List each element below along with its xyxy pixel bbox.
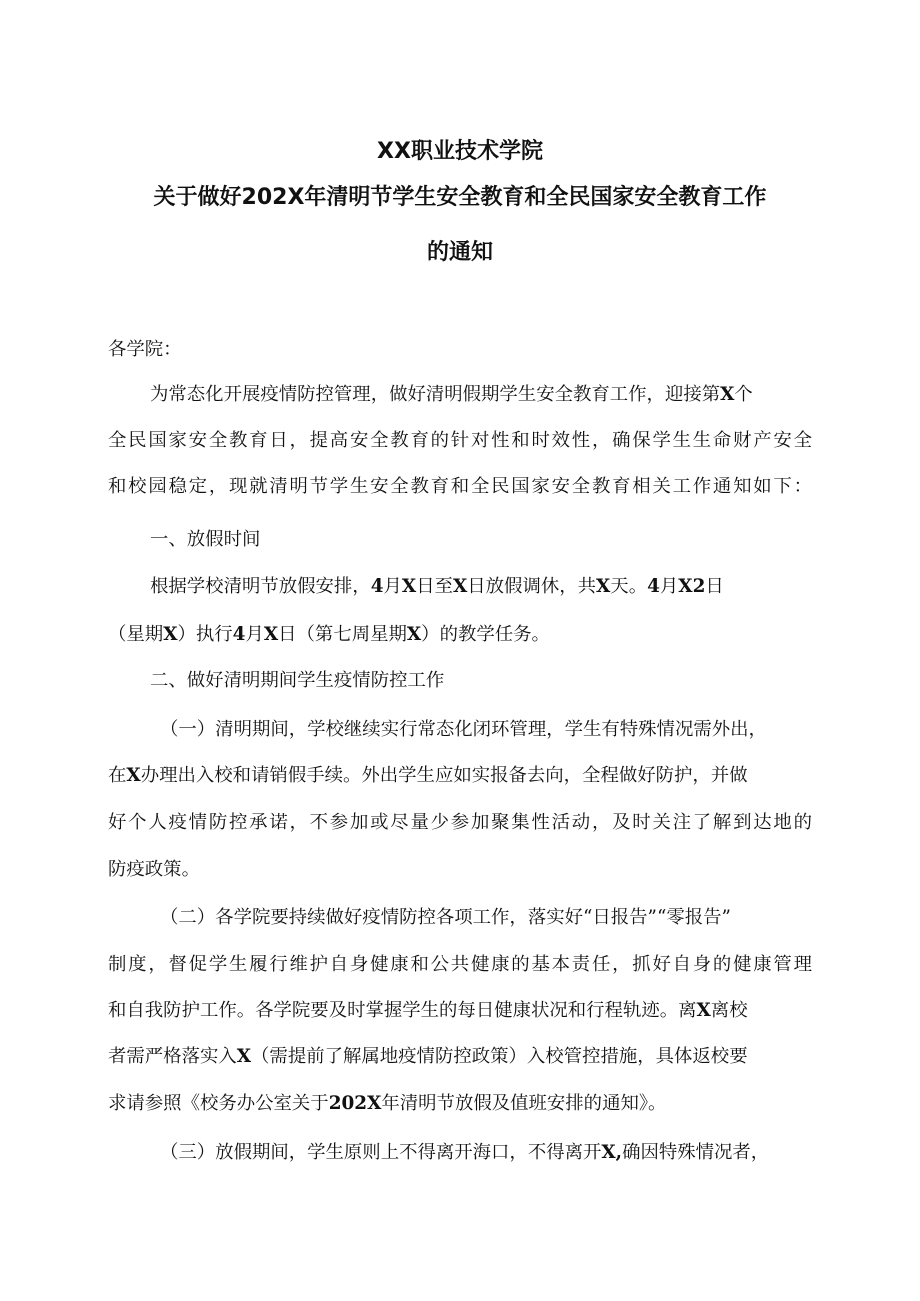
section2-item2-line-2: 制度，督促学生履行维护自身健康和公共健康的基本责任，抓好自身的健康管理	[108, 954, 812, 975]
section2-item3-line-1: （三）放假期间，学生原则上不得离开海口，不得离开X,确因特殊情况者，	[160, 1142, 770, 1163]
section2-item2-line-5: 求请参照《校务办公室关于202X年清明节放假及值班安排的通知》。	[108, 1093, 667, 1114]
section2-item1-line-1: （一）清明期间，学校继续实行常态化闭环管理，学生有特殊情况需外出，	[160, 719, 767, 740]
section1-p1-line-1: 根据学校清明节放假安排，4月X日至X日放假调休，共X天。4月X2日	[150, 576, 724, 597]
section1-p1-line-2: （星期X）执行4月X日（第七周星期X）的教学任务。	[108, 624, 550, 645]
section1-heading: 一、放假时间	[150, 529, 261, 550]
salutation: 各学院：	[108, 339, 182, 360]
section2-item1-line-4: 防疫政策。	[108, 859, 200, 880]
document-title-line-2: 关于做好202X年清明节学生安全教育和全民国家安全教育工作	[153, 185, 767, 210]
section2-item2-line-1: （二）各学院要持续做好疫情防控各项工作，落实好“日报告”“零报告”	[160, 907, 731, 928]
section2-heading: 二、做好清明期间学生疫情防控工作	[150, 670, 445, 691]
section2-item2-line-4: 者需严格落实入X（需提前了解属地疫情防控政策）入校管控措施，具体返校要	[108, 1046, 748, 1067]
intro-line-3: 和校园稳定，现就清明节学生安全教育和全民国家安全教育相关工作通知如下：	[108, 476, 812, 497]
section2-item1-line-2: 在X办理出入校和请销假手续。外出学生应如实报备去向，全程做好防护，并做	[108, 765, 748, 786]
section2-item2-line-3: 和自我防护工作。各学院要及时掌握学生的每日健康状况和行程轨迹。离X离校	[108, 1000, 748, 1021]
document-title-line-1: XX职业技术学院	[377, 139, 543, 164]
intro-line-1: 为常态化开展疫情防控管理，做好清明假期学生安全教育工作，迎接第X个	[150, 384, 753, 405]
intro-line-2: 全民国家安全教育日，提高安全教育的针对性和时效性，确保学生生命财产安全	[108, 430, 812, 451]
section2-item1-line-3: 好个人疫情防控承诺，不参加或尽量少参加聚集性活动，及时关注了解到达地的	[108, 812, 812, 833]
document-title-line-3: 的通知	[426, 240, 493, 265]
